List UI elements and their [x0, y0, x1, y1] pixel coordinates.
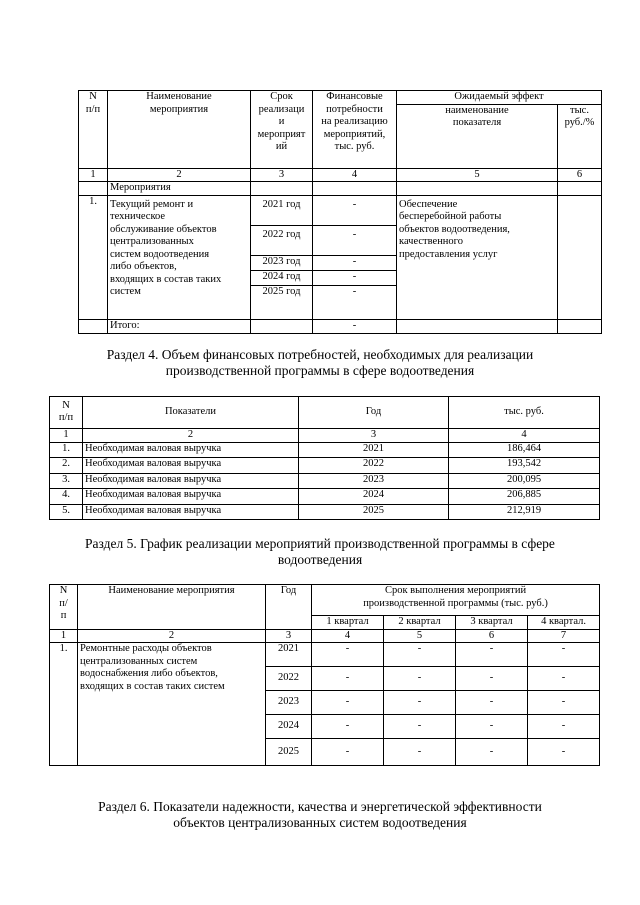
- header-indicators: Показатели: [83, 397, 299, 429]
- col-number: 2: [108, 168, 251, 182]
- col-number: 1: [50, 629, 78, 643]
- header-quarter: 4 квартал.: [528, 616, 600, 630]
- header-term: Срок выполнения мероприятий производственной программы (тыс. руб.): [312, 585, 600, 616]
- quarter-value: -: [456, 643, 528, 667]
- header-year: Год: [266, 585, 312, 630]
- value-cell: -: [313, 255, 397, 270]
- table-row: 1. Необходимая валовая выручка 2021 186,464: [50, 442, 600, 457]
- table-row: 2. Необходимая валовая выручка 2022 193,542: [50, 458, 600, 473]
- value-cell: -: [313, 270, 397, 285]
- quarter-value: -: [312, 739, 384, 766]
- col-number: 6: [456, 629, 528, 643]
- header-quarter: 3 квартал: [456, 616, 528, 630]
- col-number: 2: [78, 629, 266, 643]
- quarter-value: -: [528, 715, 600, 739]
- quarter-value: -: [528, 691, 600, 715]
- quarter-value: -: [312, 691, 384, 715]
- col-number: 4: [312, 629, 384, 643]
- year-cell: 2025 год: [251, 285, 313, 319]
- header-num: N п/п: [79, 91, 108, 169]
- header-num: N п/п: [50, 397, 83, 429]
- header-quarter: 2 квартал: [384, 616, 456, 630]
- year-cell: 2021 год: [251, 195, 313, 225]
- quarter-value: -: [528, 643, 600, 667]
- event-name: Ремонтные расходы объектов централизованных систем водоснабжения либо объектов, входящих в состав таких систем: [78, 643, 266, 766]
- quarter-value: -: [528, 739, 600, 766]
- total-label: Итого:: [108, 319, 251, 333]
- quarter-value: -: [312, 667, 384, 691]
- quarter-value: -: [312, 715, 384, 739]
- header-quarter: 1 квартал: [312, 616, 384, 630]
- section6-title: Раздел 6. Показатели надежности, качества и энергетической эффективности объектов централизованных систем водоотведения: [98, 799, 542, 830]
- year-cell: 2024: [266, 715, 312, 739]
- section4-title: Раздел 4. Объем финансовых потребностей, необходимых для реализации производственной программы в сфере водоотведения: [106, 347, 534, 378]
- col-number: 3: [266, 629, 312, 643]
- col-number: 3: [251, 168, 313, 182]
- events-table: [78, 90, 602, 334]
- year-cell: 2021: [266, 643, 312, 667]
- header-effect: Ожидаемый эффект: [397, 91, 602, 105]
- section5-title: Раздел 5. График реализации мероприятий производственной программы в сфере водоотведения: [85, 536, 555, 567]
- col-number: 5: [384, 629, 456, 643]
- header-num: N п/ п: [50, 585, 78, 630]
- col-number: 7: [528, 629, 600, 643]
- quarter-value: -: [528, 667, 600, 691]
- effect-description: Обеспечение бесперебойной работы объектов водоотведения, качественного предоставления услуг: [397, 195, 558, 319]
- header-name: Наименование мероприятия: [78, 585, 266, 630]
- quarter-value: -: [456, 715, 528, 739]
- col-number: 1: [50, 428, 83, 442]
- schedule-table: [49, 584, 600, 766]
- year-cell: 2023: [266, 691, 312, 715]
- col-number: 1: [79, 168, 108, 182]
- table-row: 4. Необходимая валовая выручка 2024 206,885: [50, 489, 600, 504]
- quarter-value: -: [312, 643, 384, 667]
- value-cell: -: [313, 285, 397, 319]
- year-cell: 2025: [266, 739, 312, 766]
- finance-table: [49, 396, 600, 520]
- section-label: Мероприятия: [108, 182, 251, 196]
- col-number: 4: [449, 428, 600, 442]
- header-year: Год: [299, 397, 449, 429]
- quarter-value: -: [384, 691, 456, 715]
- quarter-value: -: [456, 667, 528, 691]
- value-cell: -: [313, 225, 397, 255]
- table-row: 5. Необходимая валовая выручка 2025 212,919: [50, 504, 600, 519]
- header-sum: тыс. руб.: [449, 397, 600, 429]
- quarter-value: -: [456, 739, 528, 766]
- year-cell: 2023 год: [251, 255, 313, 270]
- header-finance: Финансовые потребности на реализацию мероприятий, тыс. руб.: [313, 91, 397, 169]
- total-value: -: [313, 319, 397, 333]
- col-number: 5: [397, 168, 558, 182]
- header-unit: тыс. руб./%: [558, 104, 602, 168]
- quarter-value: -: [456, 691, 528, 715]
- year-cell: 2022 год: [251, 225, 313, 255]
- header-indicator: наименование показателя: [397, 104, 558, 168]
- quarter-value: -: [384, 739, 456, 766]
- row-num: 1.: [79, 195, 108, 319]
- col-number: 2: [83, 428, 299, 442]
- quarter-value: -: [384, 715, 456, 739]
- row-num: 1.: [50, 643, 78, 766]
- col-number: 6: [558, 168, 602, 182]
- col-number: 4: [313, 168, 397, 182]
- header-term: Срок реализаци и мероприят ий: [251, 91, 313, 169]
- event-name: Текущий ремонт и техническое обслуживание объектов централизованных систем водоотведения либо объектов, входящих в состав таких систем: [108, 195, 251, 319]
- year-cell: 2024 год: [251, 270, 313, 285]
- table-row: 3. Необходимая валовая выручка 2023 200,095: [50, 473, 600, 488]
- header-name: Наименование мероприятия: [108, 91, 251, 169]
- quarter-value: -: [384, 667, 456, 691]
- value-cell: -: [313, 195, 397, 225]
- col-number: 3: [299, 428, 449, 442]
- year-cell: 2022: [266, 667, 312, 691]
- quarter-value: -: [384, 643, 456, 667]
